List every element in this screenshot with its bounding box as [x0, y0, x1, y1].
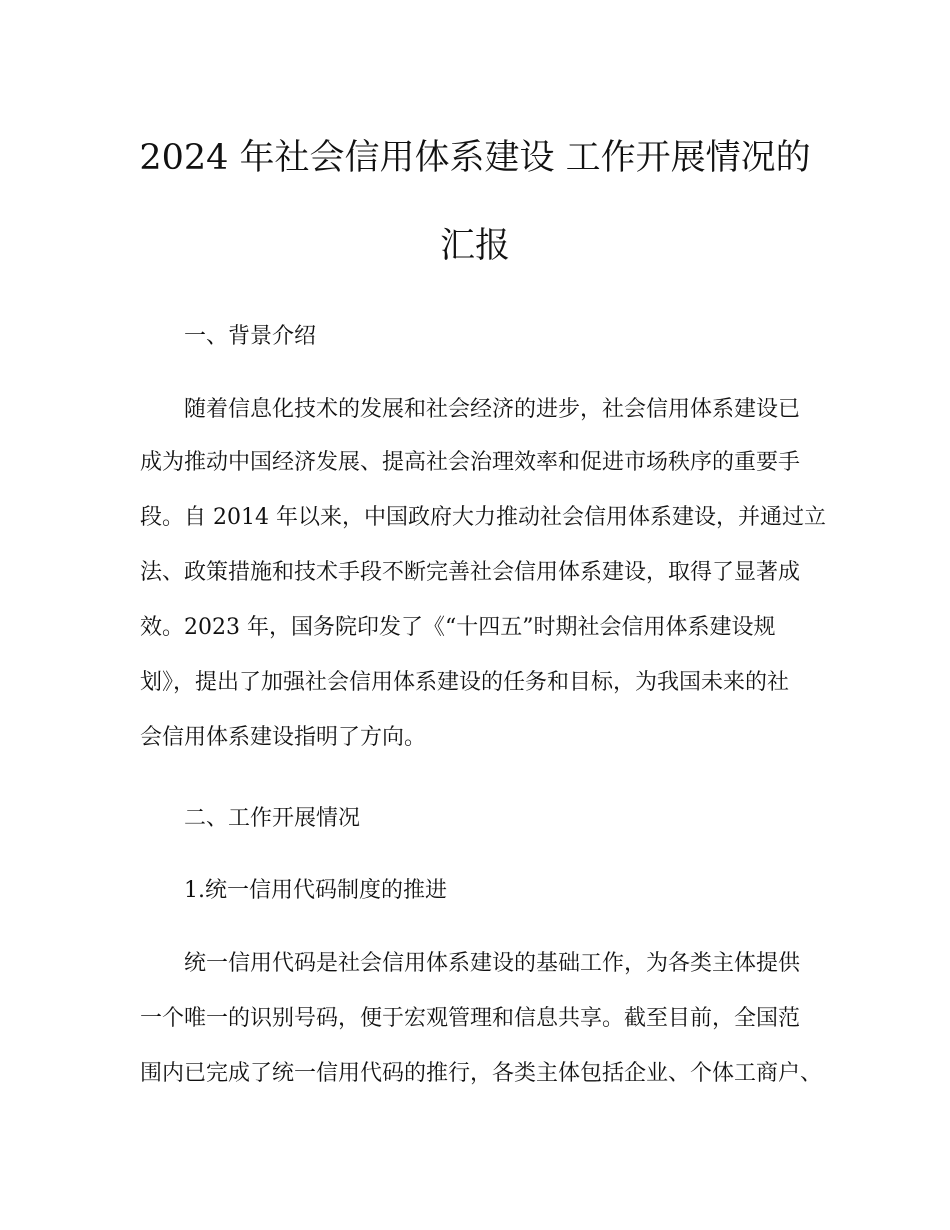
paragraph-line: 围内已完成了统一信用代码的推行，各类主体包括企业、个体工商户、	[140, 1061, 823, 1086]
paragraph-line: 法、政策措施和技术手段不断完善社会信用体系建设，取得了显著成	[140, 560, 801, 585]
paragraph-line: 成为推动中国经济发展、提高社会治理效率和促进市场秩序的重要手	[140, 450, 801, 475]
paragraph-line: 划》，提出了加强社会信用体系建设的任务和目标，为我国未来的社	[140, 670, 790, 695]
document-title-line-1: 2024 年社会信用体系建设 工作开展情况的	[139, 138, 811, 178]
section-heading-work-progress: 二、工作开展情况	[184, 806, 361, 831]
document-title-line-2: 汇报	[439, 226, 510, 266]
subsection-heading: 1.统一信用代码制度的推进	[184, 878, 447, 903]
paragraph-line: 效。2023 年，国务院印发了《“十四五”时期社会信用体系建设规	[140, 615, 776, 640]
paragraph-line: 会信用体系建设指明了方向。	[140, 725, 427, 750]
paragraph-line: 一个唯一的识别号码，便于宏观管理和信息共享。截至目前，全国范	[140, 1006, 801, 1031]
paragraph-line: 统一信用代码是社会信用体系建设的基础工作，为各类主体提供	[184, 951, 801, 976]
section-heading-background: 一、背景介绍	[184, 324, 317, 349]
paragraph-line: 随着信息化技术的发展和社会经济的进步，社会信用体系建设已	[184, 397, 801, 422]
paragraph-line: 段。自 2014 年以来，中国政府大力推动社会信用体系建设，并通过立	[140, 505, 826, 530]
